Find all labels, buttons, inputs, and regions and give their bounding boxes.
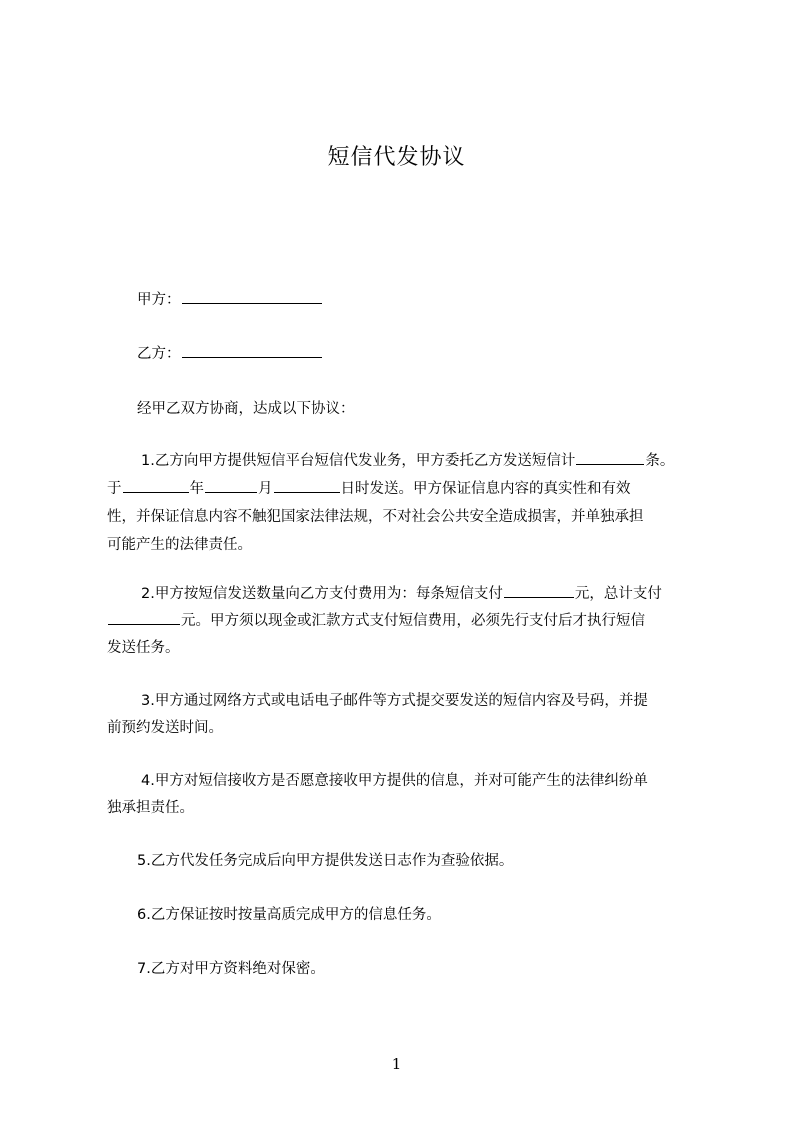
- clause-1-text-b: 条。: [645, 453, 675, 469]
- clause-4-line-1: 4.甲方对短信接收方是否愿意接收甲方提供的信息，并对可能产生的法律纠纷单: [141, 773, 648, 789]
- clause-7: 7.乙方对甲方资料绝对保密。: [137, 961, 325, 977]
- clause-2-text-c: 元。甲方须以现金或汇款方式支付短信费用，必须先行支付后才执行短信: [181, 613, 645, 629]
- clause-3-line-2: 前预约发送时间。: [107, 720, 223, 736]
- party-a-label: 甲方：: [137, 292, 181, 308]
- unit-price-blank: [504, 581, 574, 598]
- month-blank: [205, 476, 257, 493]
- clause-1-line-2: [107, 475, 631, 503]
- year-label: 年: [189, 481, 204, 497]
- page-number: 1: [391, 1055, 402, 1073]
- clause-1-text-a: 1.乙方向甲方提供短信平台短信代发业务，甲方委托乙方发送短信计: [141, 453, 576, 469]
- day-blank: [274, 476, 340, 493]
- clause-3-line-1: 3.甲方通过网络方式或电话电子邮件等方式提交要发送的短信内容及号码，并提: [141, 693, 648, 709]
- clause-2-text-b: 元，总计支付: [574, 586, 662, 602]
- clause-5: 5.乙方代发任务完成后向甲方提供发送日志作为查验依据。: [137, 853, 514, 869]
- party-a-blank: [182, 287, 322, 304]
- party-b-line: [137, 340, 323, 368]
- clause-4-line-2: 独承担责任。: [107, 800, 194, 816]
- clause-2-text-a: 2.甲方按短信发送数量向乙方支付费用为：每条短信支付: [141, 586, 503, 602]
- clause-2-line-2: [107, 607, 645, 635]
- clause-1-text-c: 日时发送。甲方保证信息内容的真实性和有效: [340, 481, 631, 497]
- clause-1-line-1: [141, 447, 674, 475]
- total-price-blank: [108, 608, 180, 625]
- intro-text: 经甲乙双方协商，达成以下协议：: [137, 401, 355, 417]
- party-b-blank: [182, 341, 322, 358]
- party-b-label: 乙方：: [137, 346, 181, 362]
- clause-6: 6.乙方保证按时按量高质完成甲方的信息任务。: [137, 907, 441, 923]
- party-a-line: [137, 286, 323, 314]
- document-title: 短信代发协议: [327, 145, 466, 170]
- clause-1-year-prefix: 于: [107, 481, 122, 497]
- clause-1-line-3: 性，并保证信息内容不触犯国家法律法规，不对社会公共安全造成损害，并单独承担: [107, 509, 644, 525]
- clause-1-count-blank: [576, 448, 644, 465]
- clause-2-line-1: [141, 580, 662, 608]
- clause-1-line-4: 可能产生的法律责任。: [107, 537, 252, 553]
- month-label: 月: [258, 481, 273, 497]
- year-blank: [123, 476, 189, 493]
- clause-2-line-3: 发送任务。: [107, 640, 180, 656]
